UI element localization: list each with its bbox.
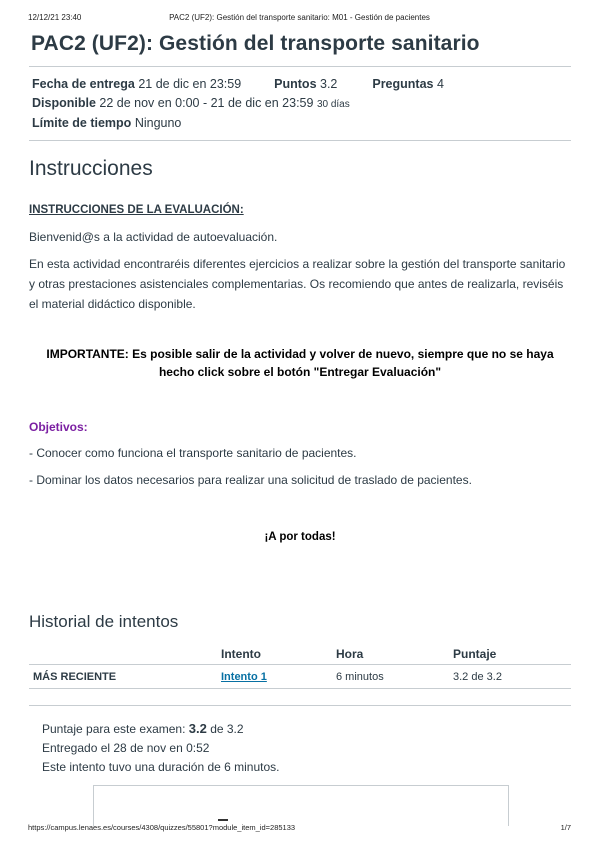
quiz-title: PAC2 (UF2): Gestión del transporte sanitario — [31, 32, 480, 55]
row-label: MÁS RECIENTE — [33, 671, 117, 683]
table-divider — [29, 664, 571, 665]
print-header — [28, 13, 571, 25]
col-header-score: Puntaje — [453, 647, 497, 661]
instructions-heading: Instrucciones — [29, 157, 153, 180]
divider — [29, 66, 571, 67]
available-value: 22 de nov en 0:00 - 21 de dic en 23:59 — [99, 96, 314, 110]
time-limit-value: Ninguno — [134, 116, 182, 130]
intro-text: En esta actividad encontraréis diferentes ejercicios a realizar sobre la gestión del transporte sanitario y otras prestaciones asistenciales complementarias. Os recomiendo que antes de realizarla, reviséis el material didáctico disponible. — [29, 257, 566, 311]
due-label: Fecha de entrega — [32, 77, 135, 91]
print-page-number: 1/7 — [560, 823, 571, 832]
divider — [29, 140, 571, 141]
closing-text: ¡A por todas! — [264, 531, 336, 543]
welcome-text: Bienvenid@s a la actividad de autoevaluación. — [29, 230, 278, 244]
print-footer — [28, 823, 571, 835]
history-heading: Historial de intentos — [29, 612, 179, 631]
attempt-link-cell — [221, 671, 267, 683]
eval-heading-text: INSTRUCCIONES DE LA EVALUACIÓN: — [29, 204, 244, 216]
score-suffix: de 3.2 — [210, 722, 244, 736]
available-label: Disponible — [32, 96, 96, 110]
questions-label: Preguntas — [372, 77, 434, 91]
print-datetime: 12/12/21 23:40 — [28, 13, 82, 22]
objectives-label: Objetivos: — [29, 420, 88, 434]
question-box — [93, 785, 509, 826]
questions-value: 4 — [436, 77, 444, 91]
eval-heading — [29, 199, 571, 220]
points-value: 3.2 — [320, 77, 338, 91]
time-limit-label: Límite de tiempo — [32, 116, 132, 130]
attempt-link[interactable]: Intento 1 — [221, 671, 267, 683]
score-prefix: Puntaje para este examen: — [42, 722, 186, 736]
attempt-time: 6 minutos — [336, 671, 384, 683]
score-value: 3.2 — [188, 721, 207, 736]
divider — [29, 705, 571, 706]
points-label: Puntos — [274, 77, 317, 91]
quiz-meta-row-1 — [32, 77, 444, 91]
submitted-text: Entregado el 28 de nov en 0:52 — [42, 741, 210, 755]
col-header-attempt: Intento — [221, 647, 261, 661]
quiz-meta-row-2 — [32, 96, 350, 110]
important-line-1: IMPORTANTE: Es posible salir de la actividad y volver de nuevo, siempre que no se haya — [46, 347, 554, 361]
important-line-2: hecho click sobre el botón "Entregar Evaluación" — [158, 365, 442, 379]
attempt-score: 3.2 de 3.2 — [453, 671, 502, 683]
objective-1: - Conocer como funciona el transporte sanitario de pacientes. — [29, 446, 357, 460]
question-mark-glyph — [218, 819, 228, 821]
duration-text: Este intento tuvo una duración de 6 minutos. — [42, 760, 280, 774]
table-divider — [29, 688, 571, 689]
score-summary — [42, 721, 244, 736]
due-value: 21 de dic en 23:59 — [138, 77, 242, 91]
objective-2: - Dominar los datos necesarios para realizar una solicitud de traslado de pacientes. — [29, 473, 472, 487]
available-days: 30 días — [316, 99, 350, 110]
col-header-time: Hora — [336, 647, 364, 661]
quiz-meta-row-3 — [32, 116, 181, 130]
print-url: https://campus.lenaes.es/courses/4308/quizzes/55801?module_item_id=285133 — [28, 823, 296, 832]
print-page-title: PAC2 (UF2): Gestión del transporte sanitario: M01 - Gestión de pacientes — [169, 13, 430, 22]
